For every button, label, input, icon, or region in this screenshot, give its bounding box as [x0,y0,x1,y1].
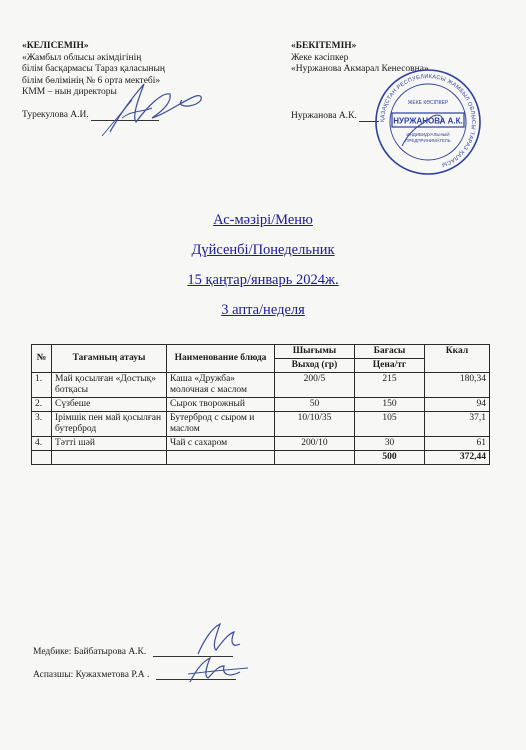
cell-name-ru: Сырок творожный [167,398,275,412]
cell-kcal: 37,1 [425,412,490,437]
cell-price: 30 [355,437,425,451]
cell-empty [167,451,275,465]
table-header-row [32,345,490,359]
cell-name-ru: Каша «Дружба» молочная с маслом [167,373,275,398]
header-name-kz: Тағамның атауы [52,345,167,373]
svg-text:ПРЕДПРИНИМАТЕЛЬ: ПРЕДПРИНИМАТЕЛЬ [405,138,451,143]
svg-text:НУРЖАНОВА А.К.: НУРЖАНОВА А.К. [393,116,463,126]
agree-line: білім бөлімінің № 6 орта мектебі» [22,75,161,86]
header-yield-kz: Шығымы [275,345,355,359]
cell-no: 2. [32,398,52,412]
header-price-ru: Цена/тг [355,359,425,373]
week-title: 3 апта/неделя [221,302,305,318]
cell-name-kz: Май қосылған «Достық» ботқасы [52,373,167,398]
header-name-ru: Наименование блюда [167,345,275,373]
director-signature [92,70,212,140]
cell-kcal: 180,34 [425,373,490,398]
cell-no: 1. [32,373,52,398]
cook-signature [184,652,254,688]
cell-name-kz: Ірімшік пен май қосылған бутерброд [52,412,167,437]
day-title: Дүйсенбі/Понедельник [191,242,335,258]
cell-name-ru: Чай с сахаром [167,437,275,451]
cell-kcal: 61 [425,437,490,451]
nurse-label: Медбике: Байбатырова А.К. [33,647,147,657]
cell-empty [32,451,52,465]
table-row [32,412,490,437]
cook-label: Аспазшы: Кужахметова Р.А . [33,670,150,680]
agree-line: «Жамбыл облысы әкімдігінің [22,52,142,63]
cell-yield: 200/10 [275,437,355,451]
menu-title: Ас-мәзірі/Меню [213,212,313,228]
cell-kcal: 94 [425,398,490,412]
cell-empty [275,451,355,465]
header-price-kz: Бағасы [355,345,425,359]
agree-signer: Турекулова А.И. [22,109,89,120]
menu-table [31,344,490,465]
header-kcal: Ккал [425,345,490,373]
svg-text:ҚАЗАҚСТАН РЕСПУБЛИКАСЫ ЖАМБЫЛ: ҚАЗАҚСТАН РЕСПУБЛИКАСЫ ЖАМБЫЛ ОБЛЫСЫ ТАРАЗ ҚАЛАСЫ [379,73,477,168]
approve-line: Жеке кәсіпкер [291,52,349,63]
cell-price: 105 [355,412,425,437]
header-no: № [32,345,52,373]
cell-price: 215 [355,373,425,398]
approve-signer: Нуржанова А.К. [291,110,357,121]
svg-text:ЖЕКЕ КӘСІПКЕР: ЖЕКЕ КӘСІПКЕР [407,100,449,106]
date-title: 15 қаңтар/январь 2024ж. [187,272,339,288]
agree-line: білім басқармасы Тараз қаласының [22,64,165,74]
agree-line: КММ – нын директоры [22,87,117,97]
svg-text:ИНДИВИДУАЛЬНЫЙ: ИНДИВИДУАЛЬНЫЙ [406,132,450,137]
table-row [32,437,490,451]
cell-name-kz: Сүзбеше [52,398,167,412]
cell-no: 3. [32,412,52,437]
total-kcal: 372,44 [425,451,490,465]
total-price: 500 [355,451,425,465]
approve-heading: «БЕКІТЕМІН» [291,41,357,51]
table-row [32,398,490,412]
cell-price: 150 [355,398,425,412]
cell-yield: 10/10/35 [275,412,355,437]
cell-yield: 50 [275,398,355,412]
cell-name-kz: Тәтті шәй [52,437,167,451]
table-total-row [32,451,490,465]
agree-heading: «КЕЛІСЕМІН» [22,41,89,51]
company-stamp [372,66,484,178]
cell-yield: 200/5 [275,373,355,398]
cell-no: 4. [32,437,52,451]
approve-line: «Нуржанова Акмарал Кенесовна» [291,64,429,74]
table-row [32,373,490,398]
header-yield-ru: Выход (гр) [275,359,355,373]
cell-empty [52,451,167,465]
cell-name-ru: Бутерброд с сыром и маслом [167,412,275,437]
